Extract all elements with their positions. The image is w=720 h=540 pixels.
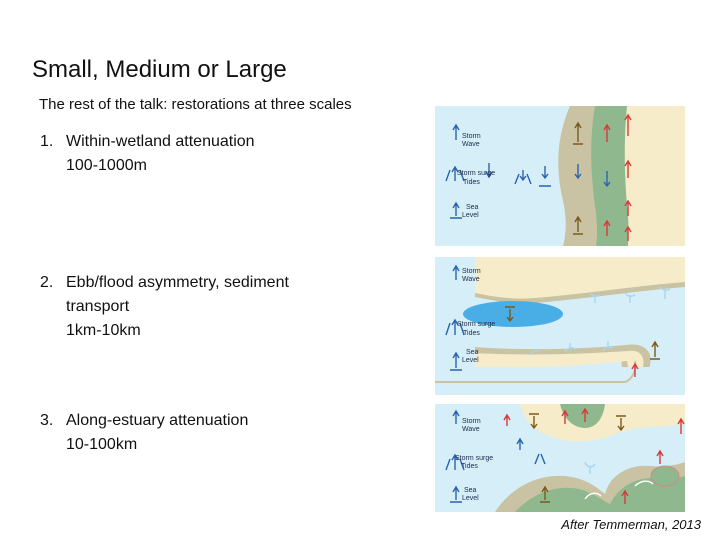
legend-storm-surge-line2: Tides (463, 179, 480, 186)
legend-sea-level-line2: Level (462, 495, 479, 502)
legend-storm-wave-line1: Storm (462, 418, 481, 425)
legend-sea-level-line2: Level (462, 357, 479, 364)
legend-storm-wave-line2: Wave (462, 426, 480, 433)
sediment-transport-figure (435, 257, 685, 395)
item-number: 2. (40, 274, 54, 291)
legend-sea-level-line1: Sea (466, 349, 479, 356)
estuary-scale-figure (435, 404, 685, 512)
figure-credit: After Temmerman, 2013 (561, 517, 701, 532)
list-item-1 (40, 130, 255, 178)
legend-storm-surge-line2: Tides (463, 330, 480, 337)
wetland-scale-figure (435, 106, 685, 246)
slide-subtitle: The rest of the talk: restorations at three scales (39, 96, 352, 113)
legend-sea-level-line1: Sea (464, 487, 477, 494)
legend-sea-level-line2: Level (462, 212, 479, 219)
legend-storm-wave-line2: Wave (462, 141, 480, 148)
legend-storm-surge-line1: Storm surge (457, 170, 496, 177)
legend-storm-wave-line2: Wave (462, 276, 480, 283)
item-line: Within-wetland attenuation (66, 133, 255, 150)
legend-storm-surge-line1: Storm surge (457, 321, 496, 328)
legend-sea-level-line1: Sea (466, 204, 479, 211)
legend-storm-wave-line1: Storm (462, 133, 481, 140)
item-line: 100-1000m (66, 157, 147, 174)
item-line: 10-100km (66, 436, 138, 453)
item-line: Along-estuary attenuation (66, 412, 249, 429)
legend-storm-surge-line2: Tides (461, 463, 478, 470)
item-line: 1km-10km (66, 322, 141, 339)
slide-title: Small, Medium or Large (32, 56, 287, 83)
list-item-3 (40, 409, 248, 457)
legend-storm-wave-line1: Storm (462, 268, 481, 275)
item-number: 1. (40, 133, 54, 150)
item-number: 3. (40, 412, 54, 429)
item-line: transport (66, 298, 130, 315)
legend-storm-surge-line1: Storm surge (455, 455, 494, 462)
item-line: Ebb/flood asymmetry, sediment (66, 274, 289, 291)
list-item-2 (40, 271, 289, 343)
